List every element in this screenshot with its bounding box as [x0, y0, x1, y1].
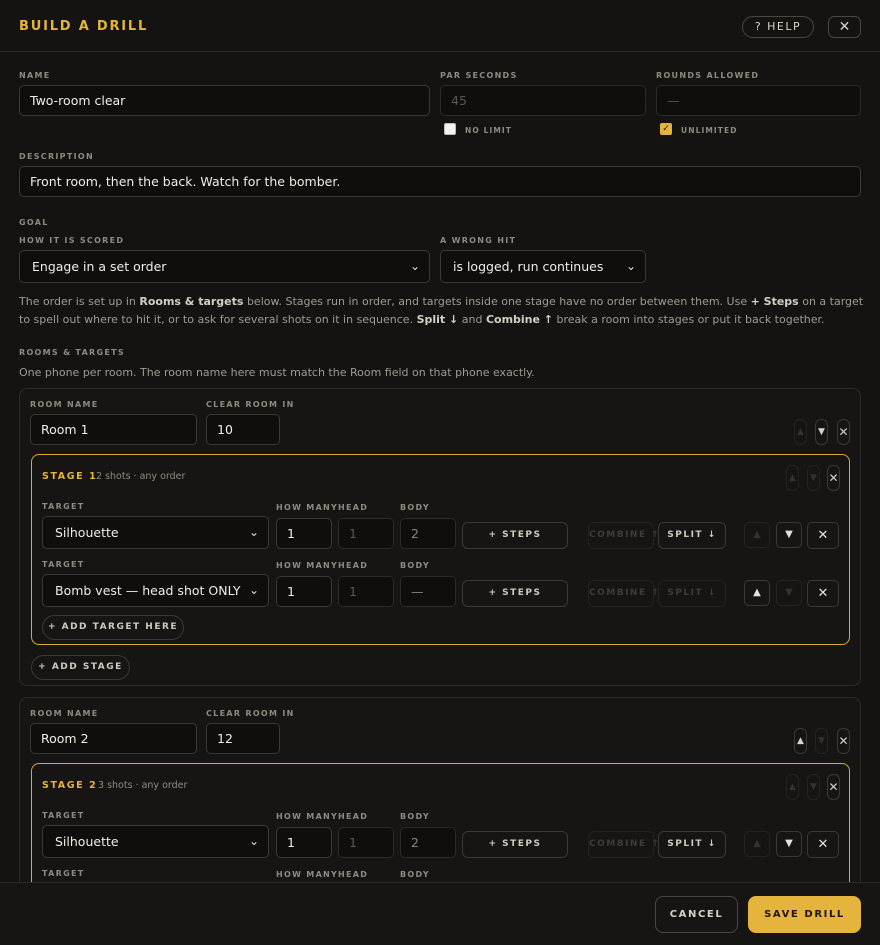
room-move-up-icon[interactable]: ▲ — [794, 728, 807, 754]
room-remove-icon[interactable]: ✕ — [837, 728, 850, 754]
stage-move-up-icon[interactable]: ▲ — [786, 774, 799, 800]
target-move-down-icon[interactable]: ▼ — [776, 522, 802, 548]
combine-button[interactable]: COMBINE ↑ — [588, 522, 654, 549]
target-move-up-icon[interactable]: ▲ — [744, 831, 770, 857]
room-name-input[interactable]: Room 1 — [30, 414, 197, 445]
modal-footer — [0, 882, 880, 945]
split-button[interactable]: SPLIT ↓ — [658, 831, 726, 858]
rounds-allowed-label: ROUNDS ALLOWED — [656, 71, 760, 80]
body-label: BODY — [400, 503, 430, 512]
target-value: Bomb vest — head shot ONLY — [55, 583, 241, 598]
name-input[interactable]: Two-room clear — [19, 85, 430, 116]
unlimited-checkbox[interactable]: ✓ — [660, 123, 672, 135]
how-many-input[interactable]: 1 — [276, 518, 332, 549]
room-name-label: ROOM NAME — [30, 400, 99, 409]
target-select[interactable] — [42, 574, 269, 607]
chevron-down-icon: ⌄ — [248, 583, 259, 597]
name-label: NAME — [19, 71, 51, 80]
no-limit-checkbox[interactable] — [444, 123, 456, 135]
combine-button[interactable]: COMBINE ↑ — [588, 580, 654, 607]
clear-room-input[interactable]: 12 — [206, 723, 280, 754]
chevron-down-icon: ⌄ — [409, 259, 420, 273]
head-label: HEAD — [338, 503, 369, 512]
close-icon[interactable]: ✕ — [828, 16, 861, 38]
stage-title: STAGE 2 — [42, 780, 98, 791]
stage-move-down-icon[interactable]: ▼ — [807, 774, 820, 800]
how-many-label: HOW MANY — [276, 870, 339, 879]
split-button[interactable]: SPLIT ↓ — [658, 522, 726, 549]
rooms-targets-label: ROOMS & TARGETS — [19, 348, 125, 357]
description-label: DESCRIPTION — [19, 152, 94, 161]
rooms-subtitle: One phone per room. The room name here must match the Room field on that phone exactly. — [19, 366, 535, 379]
goal-help-text: The order is set up in Rooms & targets below. Stages run in order, and targets inside one stage have no order between them. Use + Steps on a target to spell out where to hit it, or to ask for several shots on it in sequence. Split ↓ and Combine ↑ break a room into stages or put it back together. — [19, 295, 864, 326]
target-value: Silhouette — [55, 525, 119, 540]
room-name-label: ROOM NAME — [30, 709, 99, 718]
target-remove-icon[interactable]: ✕ — [807, 522, 839, 549]
head-input[interactable]: 1 — [338, 518, 394, 549]
stage-move-up-icon[interactable]: ▲ — [786, 465, 799, 491]
add-target-button[interactable]: + ADD TARGET HERE — [42, 615, 184, 640]
modal-title: BUILD A DRILL — [19, 19, 149, 34]
cancel-button[interactable]: CANCEL — [655, 896, 738, 933]
par-seconds-input[interactable]: 45 — [440, 85, 646, 116]
body-input[interactable]: 2 — [400, 827, 456, 858]
stage-meta: 2 shots · any order — [96, 471, 186, 482]
goal-label: GOAL — [19, 218, 49, 227]
wrong-hit-value: is logged, run continues — [453, 259, 604, 274]
head-label: HEAD — [338, 561, 369, 570]
description-input[interactable]: Front room, then the back. Watch for the bomber. — [19, 166, 861, 197]
target-move-down-icon[interactable]: ▼ — [776, 580, 802, 606]
room-move-up-icon[interactable]: ▲ — [794, 419, 807, 445]
par-seconds-label: PAR SECONDS — [440, 71, 518, 80]
clear-room-input[interactable]: 10 — [206, 414, 280, 445]
help-button[interactable]: ? HELP — [742, 16, 814, 38]
room-move-down-icon[interactable]: ▼ — [815, 728, 828, 754]
head-input[interactable]: 1 — [338, 827, 394, 858]
how-many-input[interactable]: 1 — [276, 827, 332, 858]
steps-button[interactable]: + STEPS — [462, 522, 568, 549]
steps-button[interactable]: + STEPS — [462, 831, 568, 858]
head-label: HEAD — [338, 870, 369, 879]
how-many-label: HOW MANY — [276, 561, 339, 570]
chevron-down-icon: ⌄ — [625, 259, 636, 273]
no-limit-label: NO LIMIT — [465, 126, 513, 135]
target-remove-icon[interactable]: ✕ — [807, 831, 839, 858]
room-remove-icon[interactable]: ✕ — [837, 419, 850, 445]
stage-meta: 3 shots · any order — [98, 780, 188, 791]
stage-title: STAGE 1 — [42, 471, 98, 482]
save-drill-button[interactable]: SAVE DRILL — [748, 896, 861, 933]
how-many-label: HOW MANY — [276, 812, 339, 821]
modal-header — [0, 0, 880, 52]
stage-remove-icon[interactable]: ✕ — [827, 465, 840, 491]
clear-room-label: CLEAR ROOM IN — [206, 400, 295, 409]
target-remove-icon[interactable]: ✕ — [807, 580, 839, 607]
target-select[interactable] — [42, 825, 269, 858]
head-label: HEAD — [338, 812, 369, 821]
room-card — [19, 388, 861, 686]
target-value: Silhouette — [55, 834, 119, 849]
body-label: BODY — [400, 870, 430, 879]
scored-value: Engage in a set order — [32, 259, 167, 274]
wrong-hit-select[interactable] — [440, 250, 646, 283]
target-label: TARGET — [42, 502, 85, 511]
body-input[interactable]: — — [400, 576, 456, 607]
target-move-up-icon[interactable]: ▲ — [744, 580, 770, 606]
stage-move-down-icon[interactable]: ▼ — [807, 465, 820, 491]
how-many-label: HOW MANY — [276, 503, 339, 512]
wrong-hit-label: A WRONG HIT — [440, 236, 517, 245]
target-select[interactable] — [42, 516, 269, 549]
how-many-input[interactable]: 1 — [276, 576, 332, 607]
chevron-down-icon: ⌄ — [248, 525, 259, 539]
split-button[interactable]: SPLIT ↓ — [658, 580, 726, 607]
target-label: TARGET — [42, 560, 85, 569]
clear-room-label: CLEAR ROOM IN — [206, 709, 295, 718]
target-label: TARGET — [42, 811, 85, 820]
rounds-allowed-input[interactable]: — — [656, 85, 861, 116]
chevron-down-icon: ⌄ — [248, 834, 259, 848]
body-label: BODY — [400, 561, 430, 570]
steps-button[interactable]: + STEPS — [462, 580, 568, 607]
body-input[interactable]: 2 — [400, 518, 456, 549]
stage-remove-icon[interactable]: ✕ — [827, 774, 840, 800]
scored-label: HOW IT IS SCORED — [19, 236, 125, 245]
stage-card — [31, 454, 850, 645]
head-input[interactable]: 1 — [338, 576, 394, 607]
room-name-input[interactable]: Room 2 — [30, 723, 197, 754]
scored-select[interactable] — [19, 250, 430, 283]
target-label: TARGET — [42, 869, 85, 878]
add-stage-button[interactable]: + ADD STAGE — [31, 655, 130, 680]
body-label: BODY — [400, 812, 430, 821]
target-move-up-icon[interactable]: ▲ — [744, 522, 770, 548]
combine-button[interactable]: COMBINE ↑ — [588, 831, 654, 858]
room-move-down-icon[interactable]: ▼ — [815, 419, 828, 445]
unlimited-label: UNLIMITED — [681, 126, 738, 135]
target-move-down-icon[interactable]: ▼ — [776, 831, 802, 857]
